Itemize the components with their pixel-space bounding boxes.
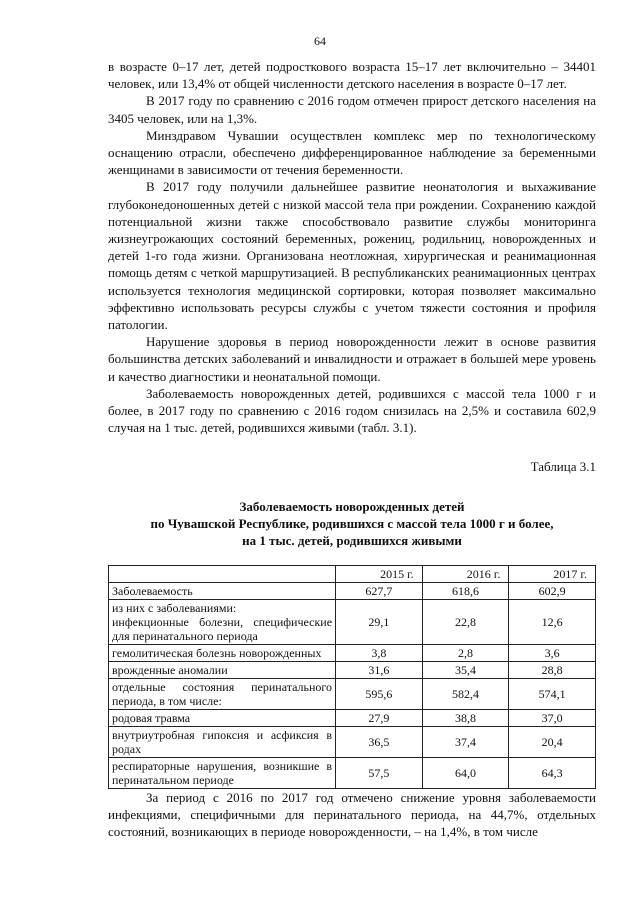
paragraph: За период с 2016 по 2017 год отмечено снижение уровня заболеваемости инфекциями, специфичными для перинатального периода, на 44,7%, отдельных состояний, возникающих в периоде новорожденности, – на 1,4%, в том числе bbox=[108, 789, 596, 840]
cell-value: 57,5 bbox=[336, 757, 423, 788]
header-empty-cell bbox=[109, 565, 336, 582]
cell-value: 35,4 bbox=[422, 661, 509, 678]
table-header-row bbox=[109, 565, 596, 582]
paragraph: В 2017 году получили дальнейшее развитие неонатология и выхаживание глубоконедоношенных детей с низкой массой тела при рождении. Сохранению каждой потенциальной жизни также способствовало развитие службы мониторинга жизнеугрожающих состояний беременных, рожениц, родильниц, новорожденных и детей 1-го года жизни. Организована неотложная, хирургическая и реанимационная помощь детям с четкой маршрутизацией. В республиканских реанимационных центрах используется технология медицинской сортировки, которая позволяет максимально эффективно использовать ресурсы службы с учетом тяжести состояния и профиля патологии. bbox=[108, 179, 596, 333]
paragraph: Заболеваемость новорожденных детей, родившихся с массой тела 1000 г и более, в 2017 году по сравнению с 2016 годом снизилась на 2,5% и составила 602,9 случая на 1 тыс. детей, родившихся живыми (табл. 3.1). bbox=[108, 385, 596, 436]
cell-value: 3,8 bbox=[336, 644, 423, 661]
cell-value: 37,4 bbox=[422, 726, 509, 757]
table-label: Таблица 3.1 bbox=[530, 459, 596, 475]
table-row bbox=[109, 726, 596, 757]
row-label: из них с заболеваниями: инфекционные болезни, специфические для перинатального периода bbox=[109, 599, 336, 644]
row-label: врожденные аномалии bbox=[109, 661, 336, 678]
paragraph: Минздравом Чувашии осуществлен комплекс мер по технологическому оснащению отрасли, обеспечено дифференцированное наблюдение за беременными женщинами в зависимости от течения беременности. bbox=[108, 127, 596, 178]
cell-value: 29,1 bbox=[336, 599, 423, 644]
table-row bbox=[109, 582, 596, 599]
page-content bbox=[108, 58, 596, 840]
table-row bbox=[109, 661, 596, 678]
table-title-line: на 1 тыс. детей, родившихся живыми bbox=[242, 532, 462, 548]
cell-value: 20,4 bbox=[509, 726, 596, 757]
table-title-line: по Чувашской Республике, родившихся с массой тела 1000 г и более, bbox=[150, 515, 554, 531]
column-header: 2017 г. bbox=[509, 565, 596, 582]
table-row bbox=[109, 644, 596, 661]
table-row bbox=[109, 599, 596, 644]
cell-value: 27,9 bbox=[336, 709, 423, 726]
cell-value: 618,6 bbox=[422, 582, 509, 599]
table-row bbox=[109, 709, 596, 726]
cell-value: 38,8 bbox=[422, 709, 509, 726]
row-label: респираторные нарушения, возникшие в перинатальном периоде bbox=[109, 757, 336, 788]
row-label: Заболеваемость bbox=[109, 582, 336, 599]
cell-value: 582,4 bbox=[422, 678, 509, 709]
row-label: гемолитическая болезнь новорожденных bbox=[109, 644, 336, 661]
table-row bbox=[109, 757, 596, 788]
cell-value: 37,0 bbox=[509, 709, 596, 726]
table-title-line: Заболеваемость новорожденных детей bbox=[239, 498, 465, 514]
cell-value: 12,6 bbox=[509, 599, 596, 644]
page-number: 64 bbox=[314, 34, 326, 48]
paragraph: Нарушение здоровья в период новорожденности лежит в основе развития большинства детских заболеваний и инвалидности и отражает в большей мере уровень и качество диагностики и неонатальной помощи. bbox=[108, 334, 596, 384]
cell-value: 2,8 bbox=[422, 644, 509, 661]
cell-value: 64,0 bbox=[422, 757, 509, 788]
morbidity-table bbox=[108, 565, 596, 789]
column-header: 2015 г. bbox=[336, 565, 423, 582]
table-row bbox=[109, 678, 596, 709]
cell-value: 22,8 bbox=[422, 599, 509, 644]
cell-value: 3,6 bbox=[509, 644, 596, 661]
cell-value: 28,8 bbox=[509, 661, 596, 678]
cell-value: 595,6 bbox=[336, 678, 423, 709]
cell-value: 31,6 bbox=[336, 661, 423, 678]
paragraph: в возрасте 0–17 лет, детей подросткового возраста 15–17 лет включительно – 34401 человек, или 13,4% от общей численности детского населения в возрасте 0–17 лет. bbox=[108, 59, 596, 92]
table-title bbox=[108, 498, 596, 549]
cell-value: 36,5 bbox=[336, 726, 423, 757]
cell-value: 602,9 bbox=[509, 582, 596, 599]
row-label: родовая травма bbox=[109, 709, 336, 726]
cell-value: 64,3 bbox=[509, 757, 596, 788]
column-header: 2016 г. bbox=[422, 565, 509, 582]
cell-value: 627,7 bbox=[336, 582, 423, 599]
row-label: отдельные состояния перинатального периода, в том числе: bbox=[109, 678, 336, 709]
cell-value: 574,1 bbox=[509, 678, 596, 709]
paragraph: В 2017 году по сравнению с 2016 годом отмечен прирост детского населения на 3405 человек, или на 1,3%. bbox=[108, 93, 596, 126]
row-label: внутриутробная гипоксия и асфиксия в родах bbox=[109, 726, 336, 757]
